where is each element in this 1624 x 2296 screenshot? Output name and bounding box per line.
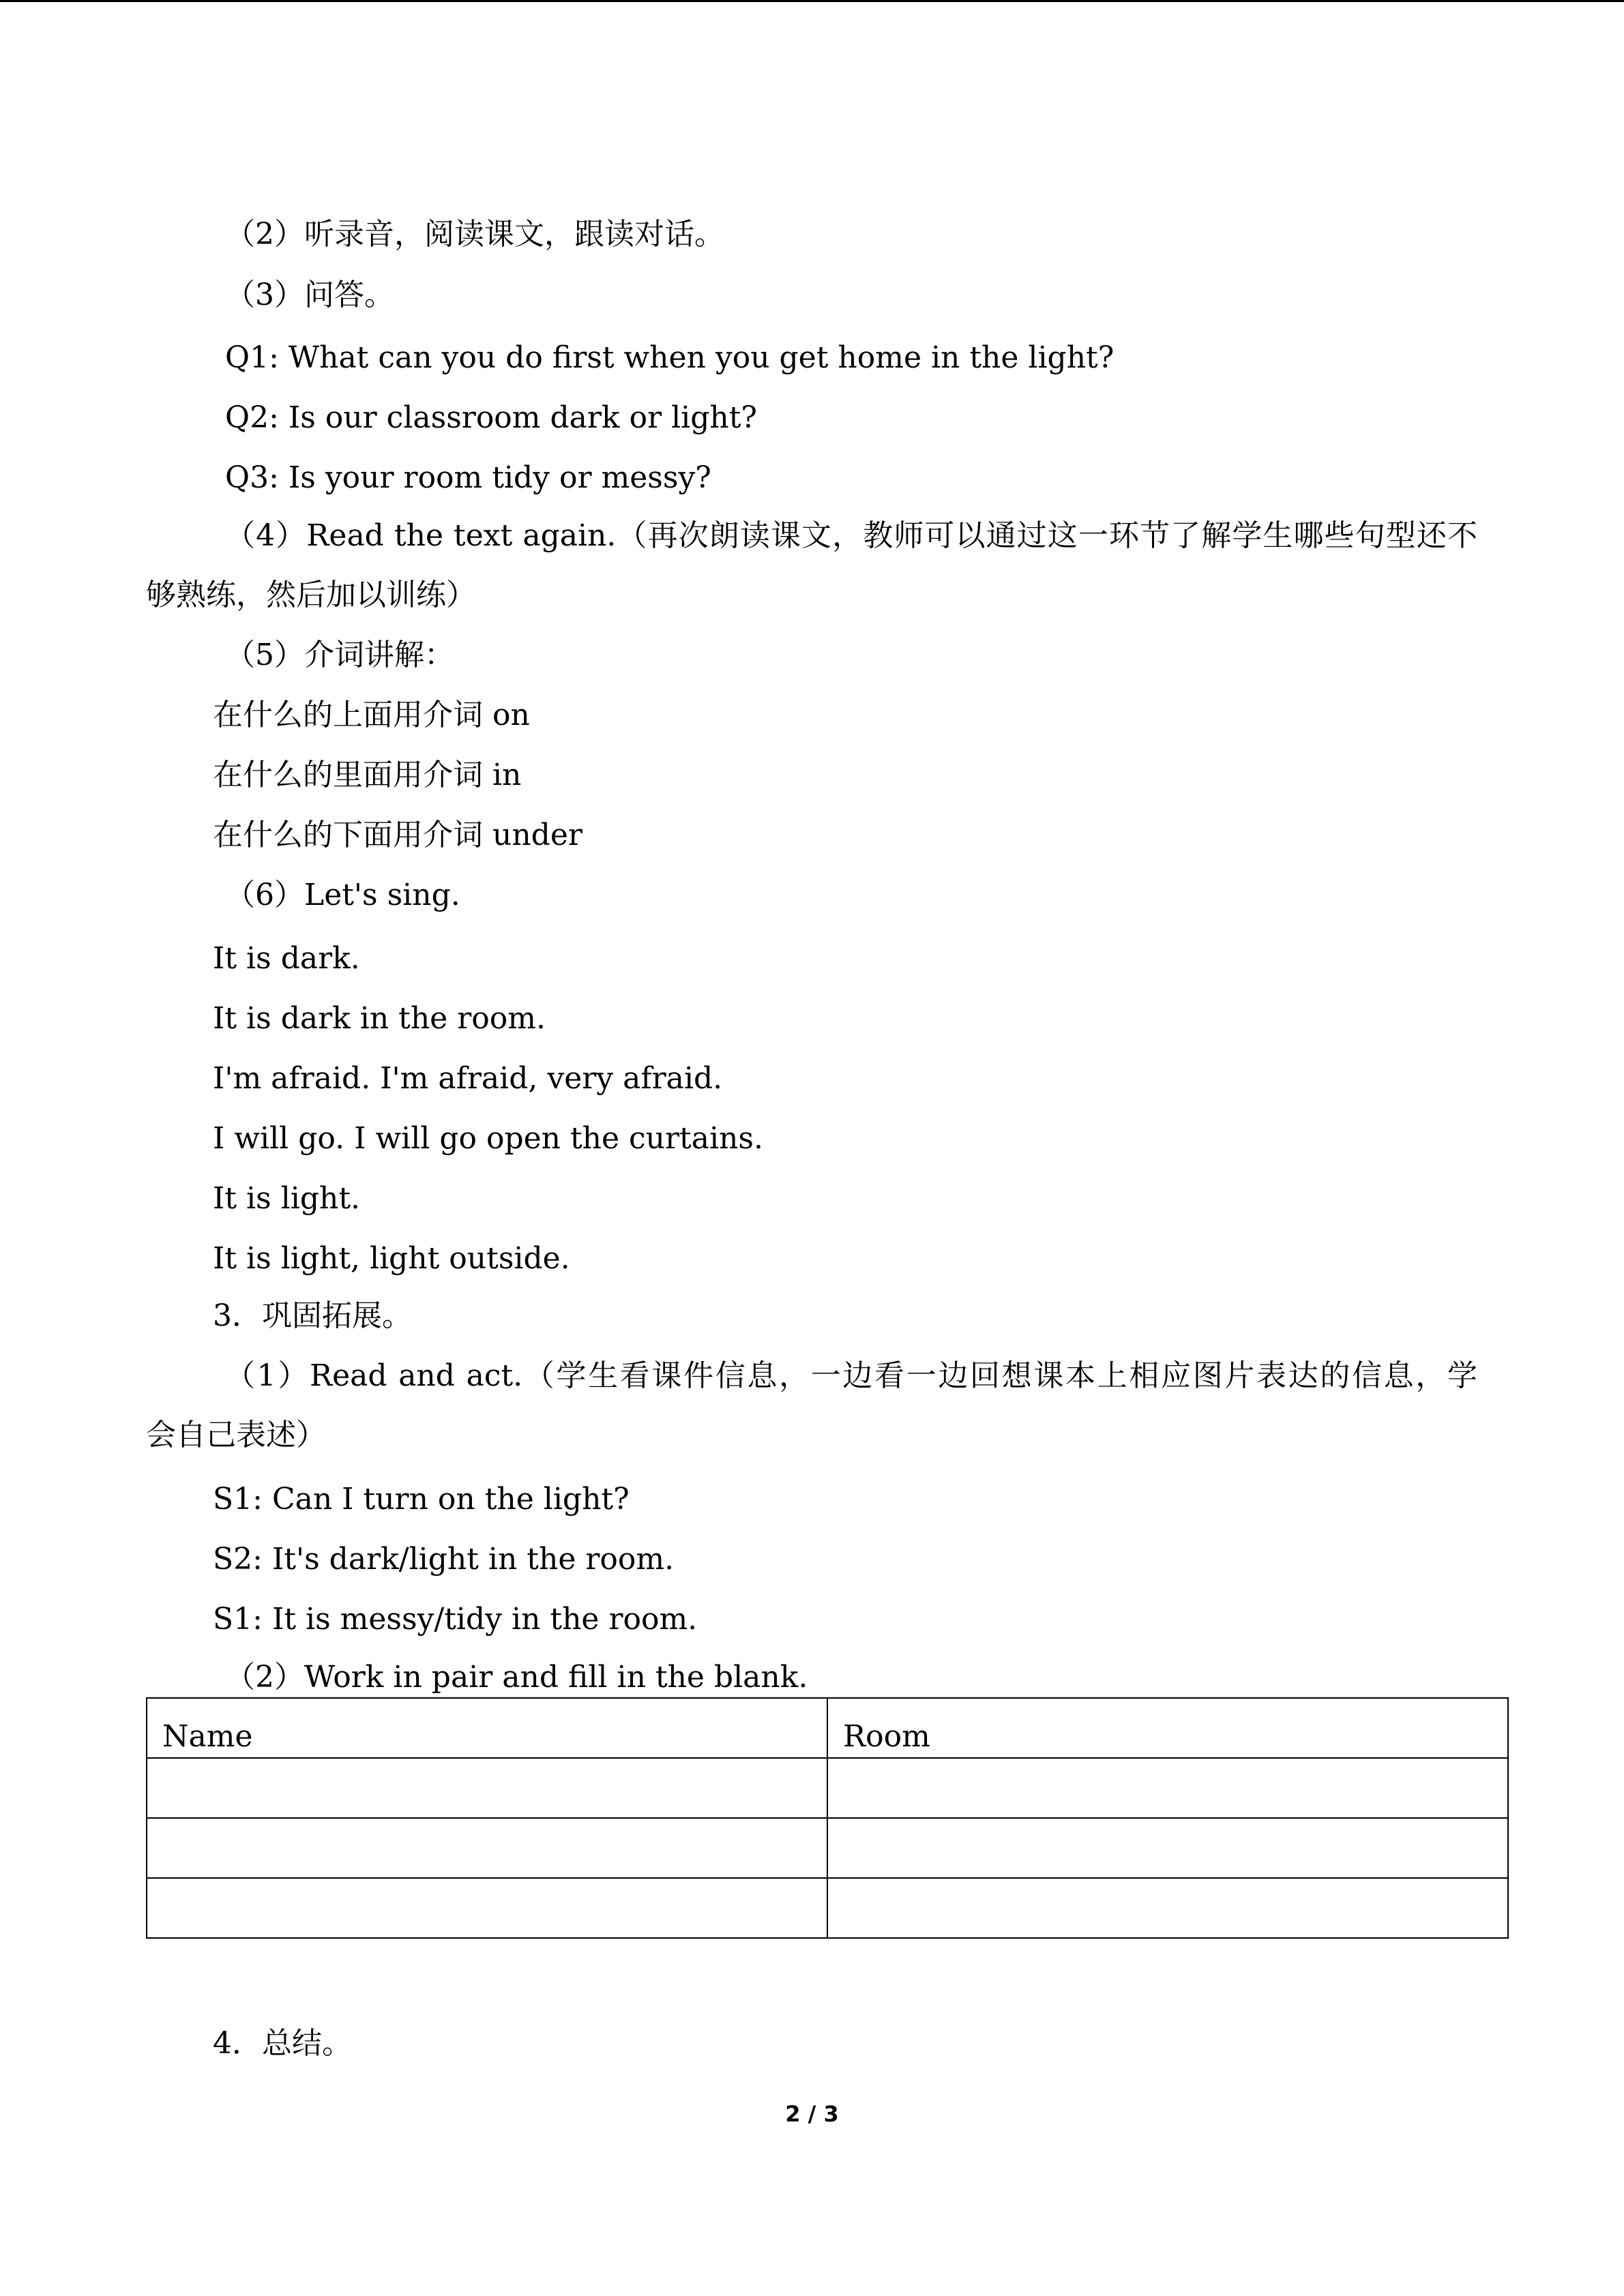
preposition-on: 在什么的上面用介词 on <box>213 698 530 732</box>
dialogue-line: S2: It's dark/light in the room. <box>213 1542 675 1577</box>
table-cell-name <box>147 1818 827 1878</box>
question-3: Q3: Is your room tidy or messy? <box>225 460 711 495</box>
table-cell-room <box>827 1758 1508 1818</box>
table-header-row <box>147 1698 1508 1758</box>
table-header-name: Name <box>147 1698 827 1758</box>
table-cell-name <box>147 1878 827 1938</box>
dialogue-line: S1: It is messy/tidy in the room. <box>213 1602 698 1637</box>
table-cell-room <box>827 1878 1508 1938</box>
question-1: Q1: What can you do first when you get home in the light? <box>225 340 1114 375</box>
table-cell-room <box>827 1818 1508 1878</box>
song-line: It is light, light outside. <box>213 1241 570 1276</box>
top-border-rule <box>0 0 1624 2</box>
song-line: It is dark. <box>213 941 360 976</box>
step-read-again-continued: 够熟练，然后加以训练） <box>146 578 476 612</box>
step-read-and-act: （1）Read and act.（学生看课件信息，一边看一边回想课本上相应图片表达的信息，学 <box>225 1358 1477 1393</box>
table-header-room: Room <box>827 1698 1508 1758</box>
page-number: 2 / 3 <box>785 2101 839 2127</box>
step-read-again: （4）Read the text again.（再次朗读课文，教师可以通过这一环节了解学生哪些句型还不 <box>225 518 1477 553</box>
question-2: Q2: Is our classroom dark or light? <box>225 400 758 435</box>
step-question-answer: （3）问答。 <box>225 278 394 312</box>
song-line: It is light. <box>213 1181 361 1216</box>
step-work-in-pair: （2）Work in pair and fill in the blank. <box>225 1660 808 1695</box>
fill-in-table <box>146 1697 1509 1939</box>
preposition-in: 在什么的里面用介词 in <box>213 758 522 792</box>
section-consolidate-expand: 3．巩固拓展。 <box>213 1298 412 1333</box>
preposition-under: 在什么的下面用介词 under <box>213 818 582 852</box>
table-row <box>147 1818 1508 1878</box>
song-line: It is dark in the room. <box>213 1001 546 1036</box>
table-row <box>147 1758 1508 1818</box>
section-summary: 4．总结。 <box>213 2026 352 2061</box>
dialogue-line: S1: Can I turn on the light? <box>213 1482 630 1517</box>
song-line: I'm afraid. I'm afraid, very afraid. <box>213 1061 723 1096</box>
table-row <box>147 1878 1508 1938</box>
step-lets-sing: （6）Let's sing. <box>225 878 460 912</box>
table-cell-name <box>147 1758 827 1818</box>
step-read-and-act-continued: 会自己表述） <box>146 1418 326 1452</box>
step-preposition-explanation: （5）介词讲解： <box>225 638 454 672</box>
step-listen-read: （2）听录音，阅读课文，跟读对话。 <box>225 217 724 252</box>
song-line: I will go. I will go open the curtains. <box>213 1121 763 1156</box>
